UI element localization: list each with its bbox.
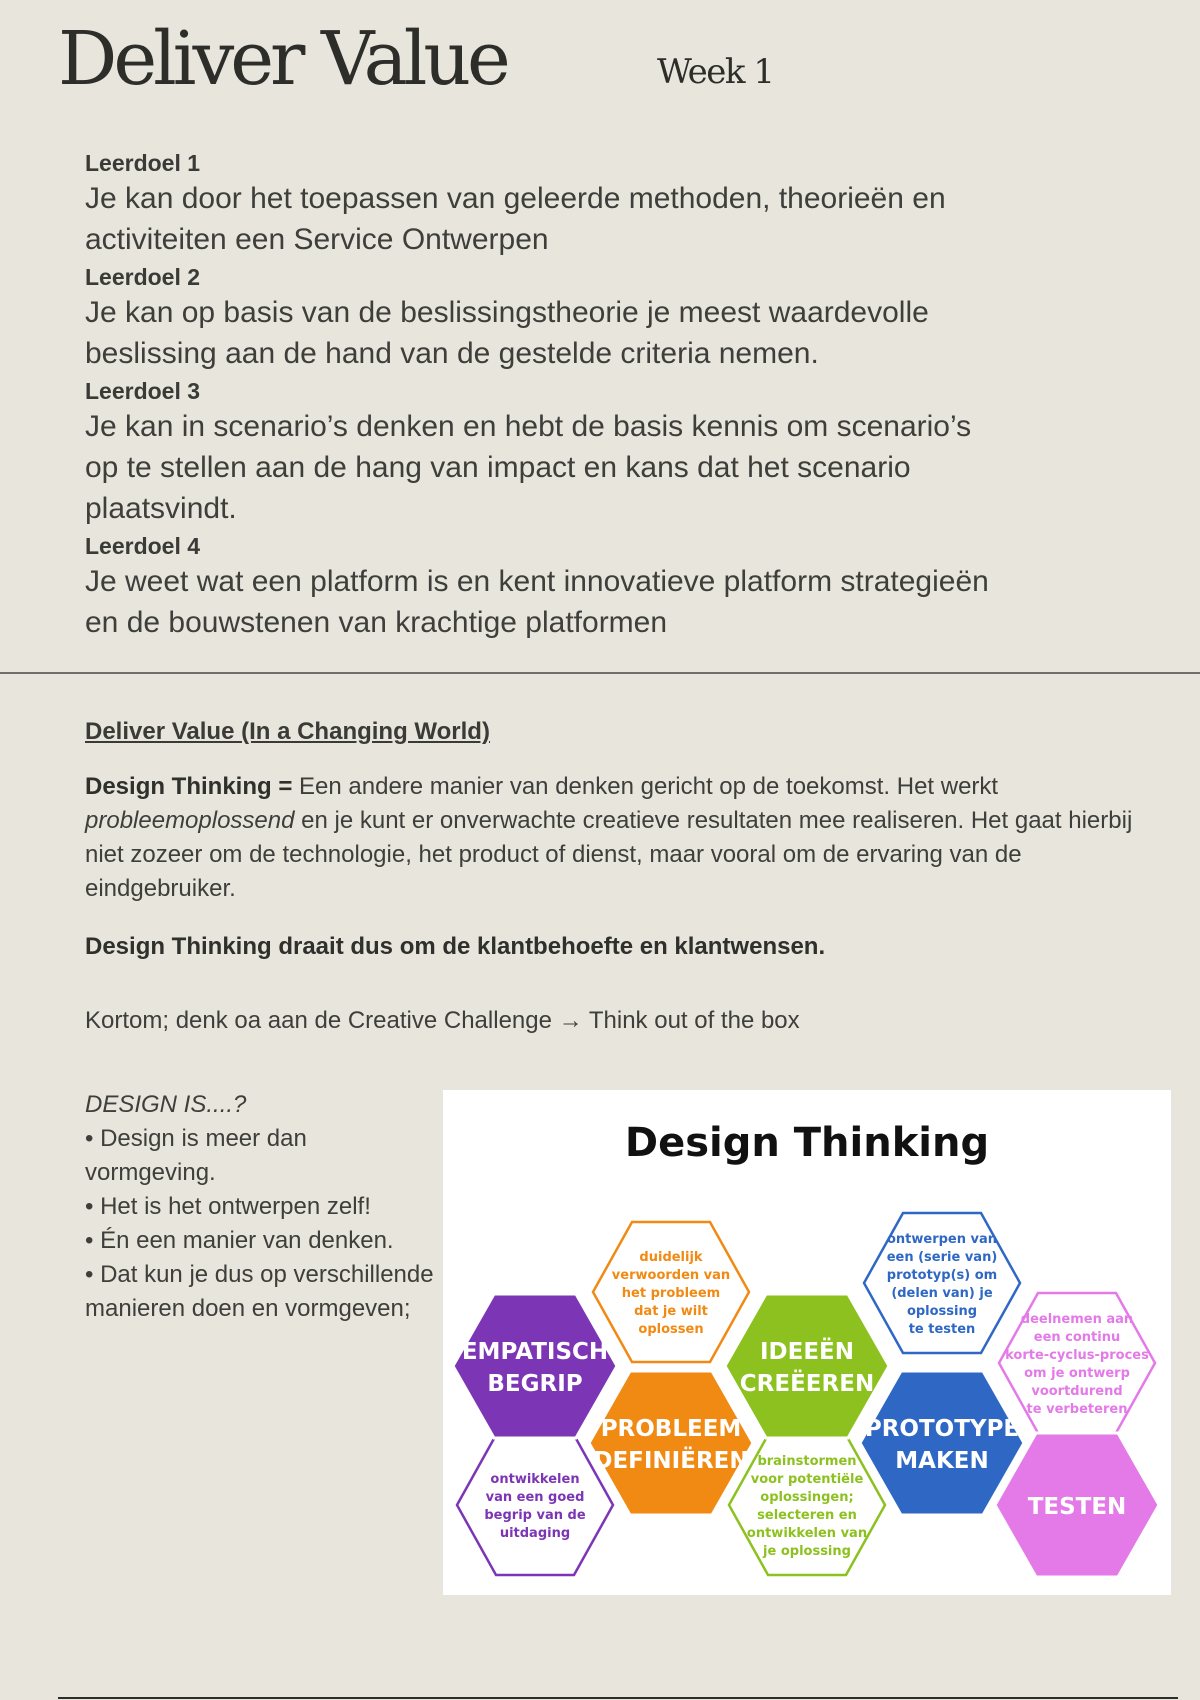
design-is-question: DESIGN IS....?	[85, 1091, 247, 1118]
stage-label: IDEEËN	[759, 1339, 855, 1365]
description-text: ontwikkelen	[490, 1472, 580, 1487]
design-is-list	[85, 1088, 435, 1326]
definition-term: Design Thinking =	[85, 773, 293, 800]
stage-label: CREËEREN	[739, 1371, 875, 1397]
description-text: ontwikkelen van	[746, 1526, 868, 1541]
description-text: een (serie van)	[886, 1250, 998, 1265]
description-text: te testen	[908, 1322, 976, 1337]
stage-label: PROBLEEM	[600, 1416, 742, 1442]
description-text: een continu	[1033, 1330, 1121, 1345]
design-thinking-figure	[443, 1090, 1171, 1595]
stage-label: PROTOTYPE	[864, 1416, 1020, 1442]
stage-label: MAKEN	[895, 1448, 989, 1474]
section-divider	[0, 672, 1200, 674]
stage-label: DEFINIËREN	[593, 1448, 749, 1474]
emphasis: probleemoplossend	[85, 807, 295, 834]
description-text: het probleem	[621, 1286, 721, 1301]
description-text: duidelijk	[639, 1250, 703, 1265]
description-hexagon	[864, 1213, 1020, 1353]
goal-label: Leerdoel 2	[85, 264, 201, 290]
description-text: selecteren en	[757, 1508, 857, 1523]
section-title: Deliver Value (In a Changing World)	[85, 718, 490, 745]
description-hexagon	[593, 1222, 749, 1362]
list-item: • Dat kun je dus op verschillende manieren doen en vormgeven;	[85, 1261, 434, 1322]
goal-label: Leerdoel 3	[85, 378, 201, 404]
description-text: (delen van) je	[891, 1286, 993, 1301]
description-text: begrip van de	[484, 1508, 586, 1523]
goal-label: Leerdoel 1	[85, 150, 201, 176]
figure-title: Design Thinking	[624, 1120, 990, 1166]
kortom-line: Kortom; denk oa aan de Creative Challenge → Think out of the box	[85, 1007, 800, 1034]
week-label: Week 1	[657, 52, 774, 92]
stage-hexagon	[995, 1433, 1159, 1577]
description-hexagon	[999, 1293, 1155, 1433]
learning-goals	[85, 148, 1135, 645]
description-text: korte-cyclus-proces	[1005, 1348, 1149, 1363]
page-bottom-line	[58, 1697, 1178, 1699]
description-text: verwoorden van	[611, 1268, 731, 1283]
list-item: • Het is het ontwerpen zelf!	[85, 1193, 371, 1220]
description-text: oplossing	[906, 1304, 978, 1319]
summary-statement: Design Thinking draait dus om de klantbehoefte en klantwensen.	[85, 933, 826, 960]
page-title: Deliver Value	[58, 16, 507, 102]
description-text: voor potentiële	[750, 1472, 864, 1487]
list-item: • Én een manier van denken.	[85, 1227, 394, 1254]
hexagon-diagram	[443, 1090, 1171, 1595]
description-text: om je ontwerp	[1024, 1366, 1130, 1381]
description-text: prototyp(s) om	[886, 1268, 998, 1283]
goal-text: Je kan op basis van de beslissingstheorie je meest waardevolle beslissing aan de hand van de gestelde criteria nemen.	[85, 296, 929, 370]
description-hexagon	[729, 1435, 885, 1575]
goal-text: Je weet wat een platform is en kent innovatieve platform strategieën en de bouwstenen van krachtige platformen	[85, 565, 989, 639]
stage-label: TESTEN	[1027, 1494, 1127, 1520]
design-thinking-definition: Design Thinking = Een andere manier van denken gericht op de toekomst. Het werkt probleemoplossend en je kunt er onverwachte creatieve resultaten mee realiseren. Het gaat hierbij niet zozeer om de technologie, het product of dienst, maar vooral om de ervaring van de eindgebruiker.	[85, 773, 1133, 902]
goal-text: Je kan in scenario’s denken en hebt de basis kennis om scenario’s op te stellen aan de hang van impact en kans dat het scenario plaatsvindt.	[85, 410, 972, 525]
stage-hexagon	[589, 1371, 753, 1515]
description-text: oplossen	[638, 1322, 704, 1337]
description-text: voortdurend	[1031, 1384, 1123, 1399]
stage-label: BEGRIP	[487, 1371, 583, 1397]
description-text: uitdaging	[499, 1526, 571, 1541]
stage-hexagon	[453, 1294, 617, 1438]
description-text: te verbeteren	[1026, 1402, 1128, 1417]
description-text: brainstormen	[757, 1454, 857, 1469]
description-text: ontwerpen van	[886, 1232, 998, 1247]
stage-hexagon	[860, 1371, 1024, 1515]
description-text: oplossingen;	[760, 1490, 854, 1505]
goal-text: Je kan door het toepassen van geleerde methoden, theorieën en activiteiten een Service Ontwerpen	[85, 182, 946, 256]
description-text: van een goed	[485, 1490, 585, 1505]
list-item: • Design is meer dan vormgeving.	[85, 1125, 307, 1186]
description-text: deelnemen aan	[1020, 1312, 1134, 1327]
description-text: dat je wilt	[634, 1304, 708, 1319]
stage-label: EMPATISCH	[461, 1339, 609, 1365]
goal-label: Leerdoel 4	[85, 533, 201, 559]
description-hexagon	[457, 1435, 613, 1575]
description-text: je oplossing	[763, 1544, 851, 1559]
